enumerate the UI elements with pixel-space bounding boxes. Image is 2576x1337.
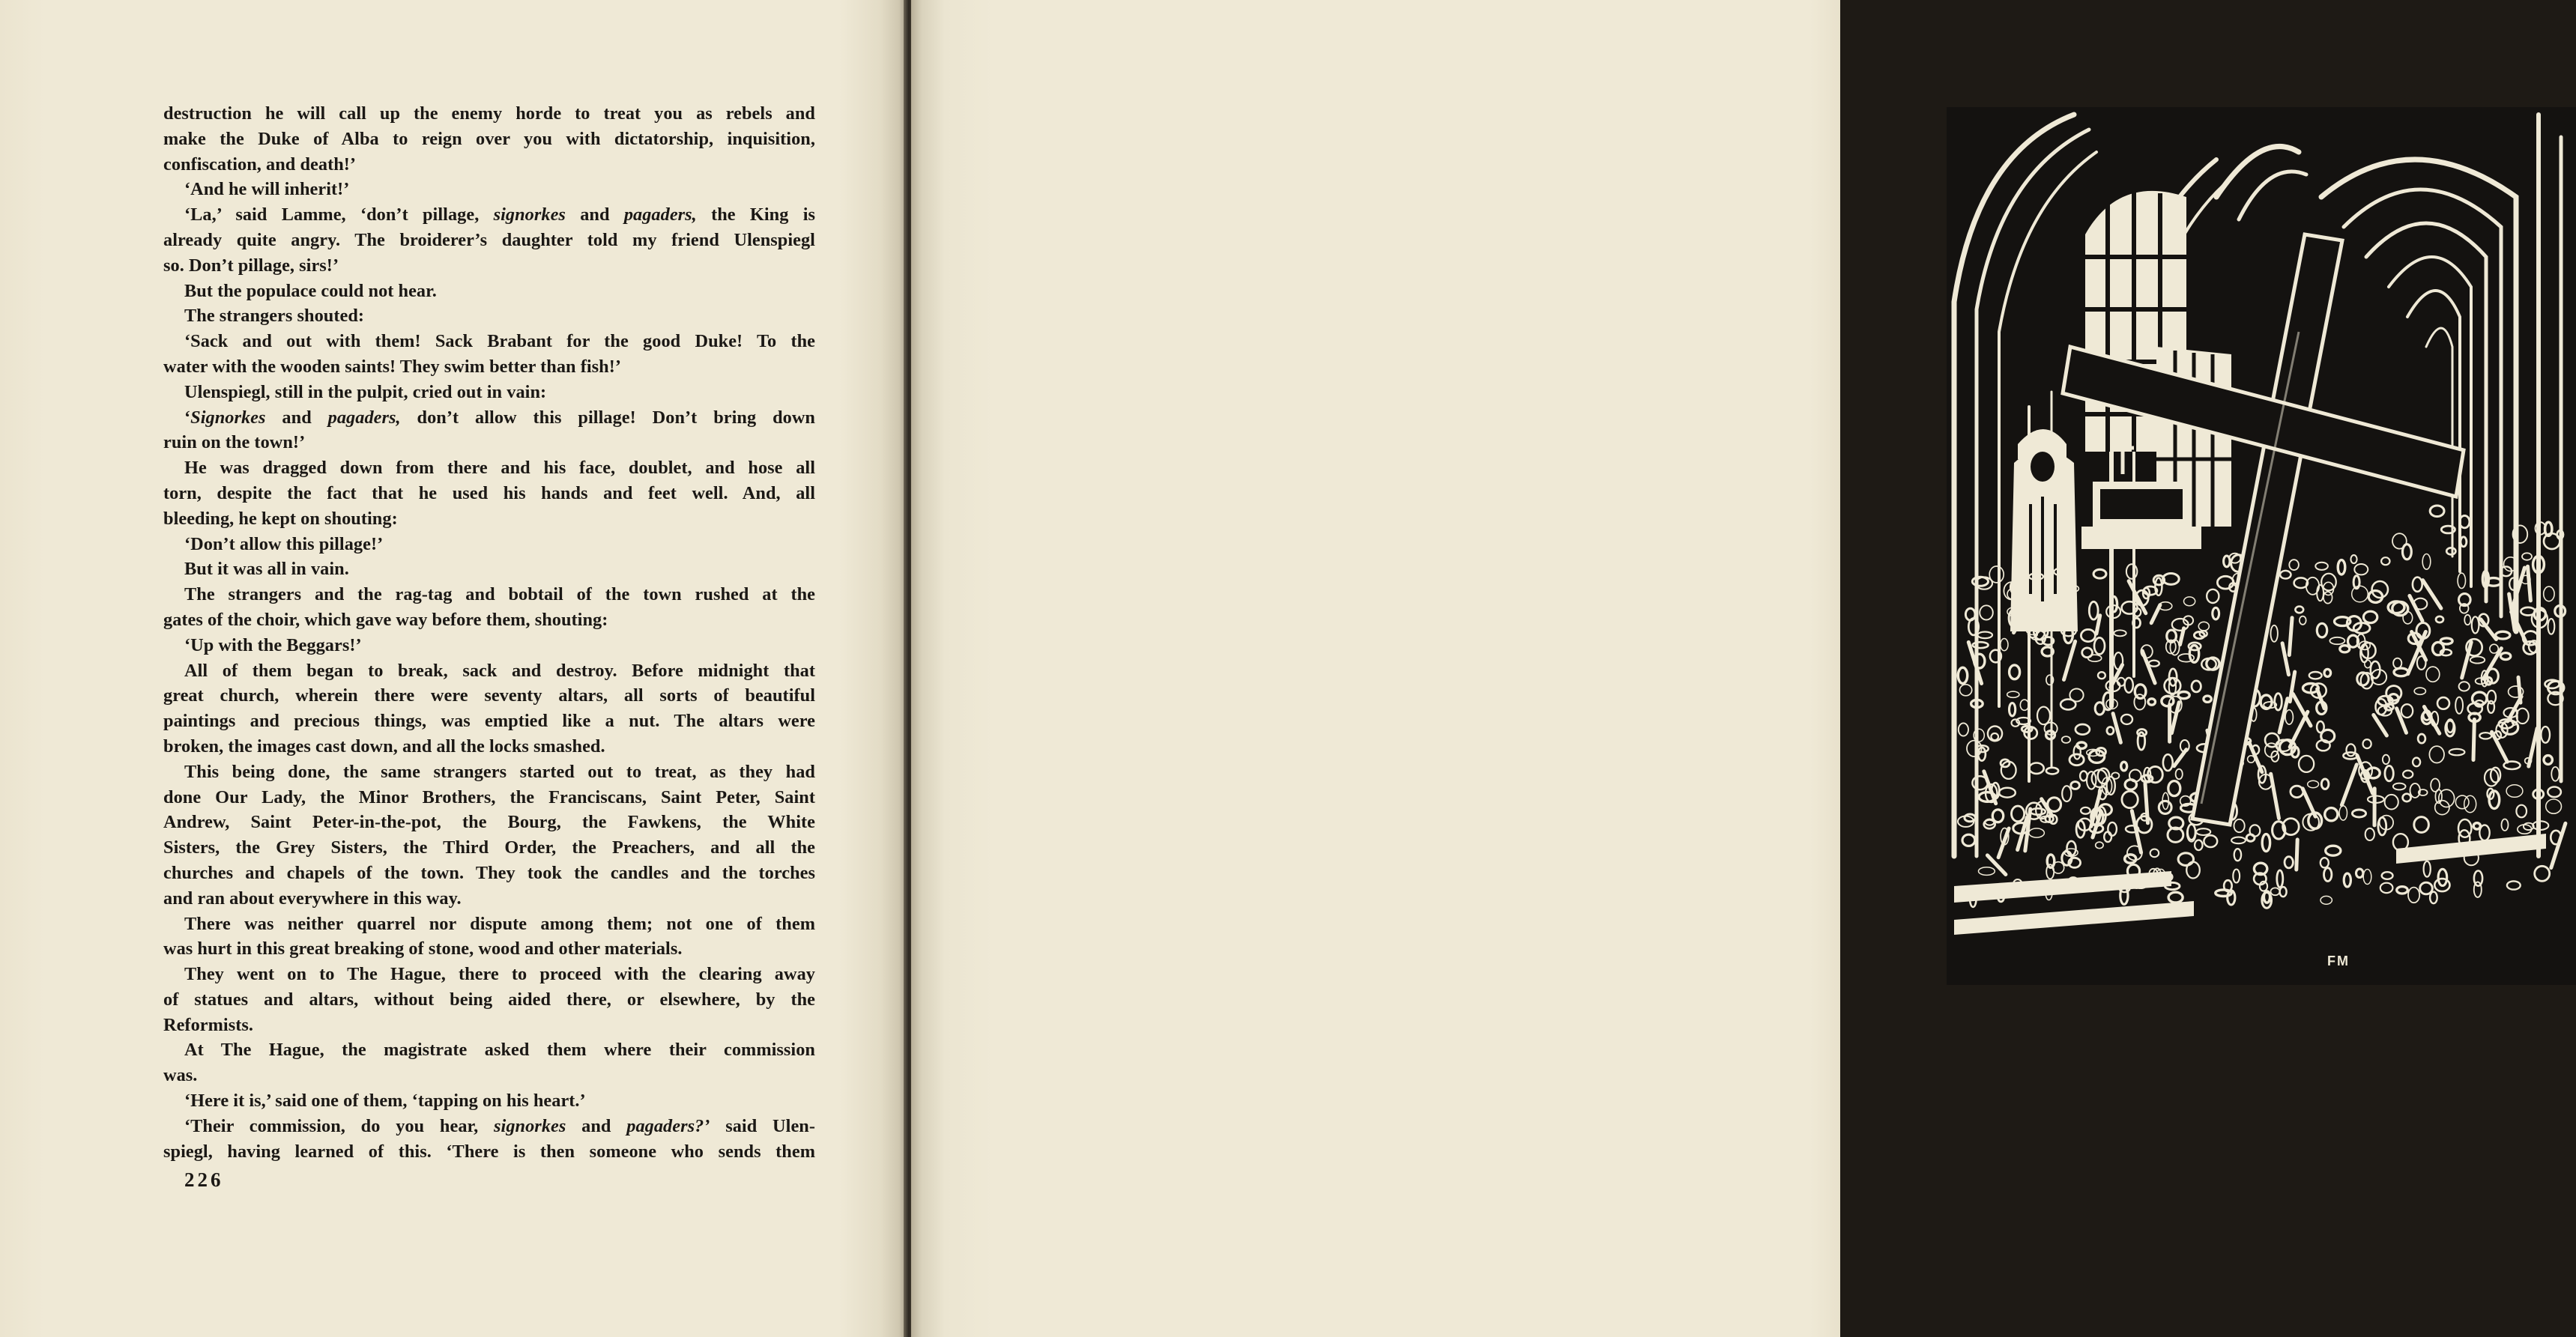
text-line: great church, wherein there were seventy altars, all sorts of beautiful bbox=[163, 685, 815, 706]
text-line: was hurt in this great breaking of stone, wood and other materials. bbox=[163, 939, 683, 959]
text-line: The strangers shouted: bbox=[184, 306, 365, 327]
text-line: bleeding, he kept on shouting: bbox=[163, 508, 398, 529]
text-line: At The Hague, the magistrate asked them where their commission bbox=[184, 1040, 815, 1061]
right-page bbox=[911, 0, 2350, 1337]
text-line: ‘Don’t allow this pillage!’ bbox=[184, 533, 384, 554]
italic-term: pagaders, bbox=[327, 407, 401, 428]
text-segment: don’t allow this pillage! Don’t bring down bbox=[400, 407, 815, 428]
text-line: Andrew, Saint Peter-in-the-pot, the Bourg, the Fawkens, the White bbox=[163, 812, 815, 833]
text-line bbox=[163, 1114, 815, 1139]
left-page bbox=[0, 0, 907, 1337]
text-line: already quite angry. The broiderer’s daughter told my friend Ulenspiegl bbox=[163, 229, 815, 250]
italic-term: pagaders, bbox=[623, 204, 697, 225]
body-text bbox=[163, 101, 815, 1164]
text-segment: the King is bbox=[696, 204, 816, 225]
page-number: 226 bbox=[184, 1168, 224, 1191]
text-line: He was dragged down from there and his face, doublet, and hose all bbox=[184, 458, 815, 479]
italic-term: signorkes bbox=[493, 204, 566, 225]
text-line: was. bbox=[163, 1065, 198, 1086]
artist-monogram: FM bbox=[2327, 954, 2350, 968]
text-line: But it was all in vain. bbox=[184, 559, 349, 580]
text-line bbox=[163, 405, 815, 431]
text-line: make the Duke of Alba to reign over you with dictatorship, inquisition, bbox=[163, 128, 815, 149]
text-line: gates of the choir, which gave way before them, shouting: bbox=[163, 609, 608, 630]
italic-term: pagaders?’ bbox=[626, 1115, 710, 1136]
text-line: and ran about everywhere in this way. bbox=[163, 888, 462, 909]
text-line: churches and chapels of the town. They took the candles and the torches bbox=[163, 862, 815, 883]
text-segment: ‘ bbox=[184, 407, 191, 428]
text-line bbox=[163, 202, 815, 228]
text-line: This being done, the same strangers started out to treat, as they had bbox=[184, 761, 815, 782]
text-segment: said Ulen- bbox=[710, 1115, 815, 1136]
text-line: Reformists. bbox=[163, 1014, 253, 1035]
text-line: of statues and altars, without being aided there, or elsewhere, by the bbox=[163, 989, 815, 1010]
text-line: ruin on the town!’ bbox=[163, 432, 306, 453]
text-segment: and bbox=[265, 407, 328, 428]
italic-term: signorkes bbox=[494, 1115, 566, 1136]
text-segment: and bbox=[566, 1115, 627, 1136]
text-line: torn, despite the fact that he used his hands and feet well. And, all bbox=[163, 482, 815, 503]
text-line: ‘Here it is,’ said one of them, ‘tapping on his heart.’ bbox=[184, 1091, 586, 1112]
text-line: water with the wooden saints! They swim better than fish!’ bbox=[163, 356, 621, 377]
text-segment: ‘Their commission, do you hear, bbox=[184, 1115, 495, 1136]
text-line: done Our Lady, the Minor Brothers, the Franciscans, Saint Peter, Saint bbox=[163, 786, 815, 807]
text-line: ‘Up with the Beggars!’ bbox=[184, 634, 362, 655]
text-line: ‘Sack and out with them! Sack Brabant for the good Duke! To the bbox=[184, 331, 815, 352]
text-line: spiegl, having learned of this. ‘There is then someone who sends them bbox=[163, 1141, 815, 1162]
madonna-statue bbox=[2010, 429, 2078, 631]
text-line: They went on to The Hague, there to proceed with the clearing away bbox=[184, 964, 815, 985]
text-line: destruction he will call up the enemy horde to treat you as rebels and bbox=[163, 103, 815, 124]
text-line: so. Don’t pillage, sirs!’ bbox=[163, 255, 339, 276]
text-line: There was neither quarrel nor dispute among them; not one of them bbox=[184, 913, 815, 934]
text-line: confiscation, and death!’ bbox=[163, 154, 357, 175]
text-line: paintings and precious things, was emptied like a nut. The altars were bbox=[163, 711, 815, 732]
text-line: ‘And he will inherit!’ bbox=[184, 179, 350, 200]
text-line: But the populace could not hear. bbox=[184, 280, 437, 301]
text-line: broken, the images cast down, and all the locks smashed. bbox=[163, 736, 605, 757]
text-line: The strangers and the rag-tag and bobtail of the town rushed at the bbox=[184, 584, 815, 605]
text-line: Ulenspiegl, still in the pulpit, cried out in vain: bbox=[184, 381, 547, 402]
text-segment: ‘La,’ said Lamme, ‘don’t pillage, bbox=[184, 204, 494, 225]
woodcut-illustration bbox=[1947, 107, 2576, 985]
text-line: Sisters, the Grey Sisters, the Third Order, the Preachers, and all the bbox=[163, 837, 815, 858]
italic-term: Signorkes bbox=[190, 407, 266, 428]
text-line: All of them began to break, sack and destroy. Before midnight that bbox=[184, 660, 815, 681]
text-segment: and bbox=[565, 204, 624, 225]
